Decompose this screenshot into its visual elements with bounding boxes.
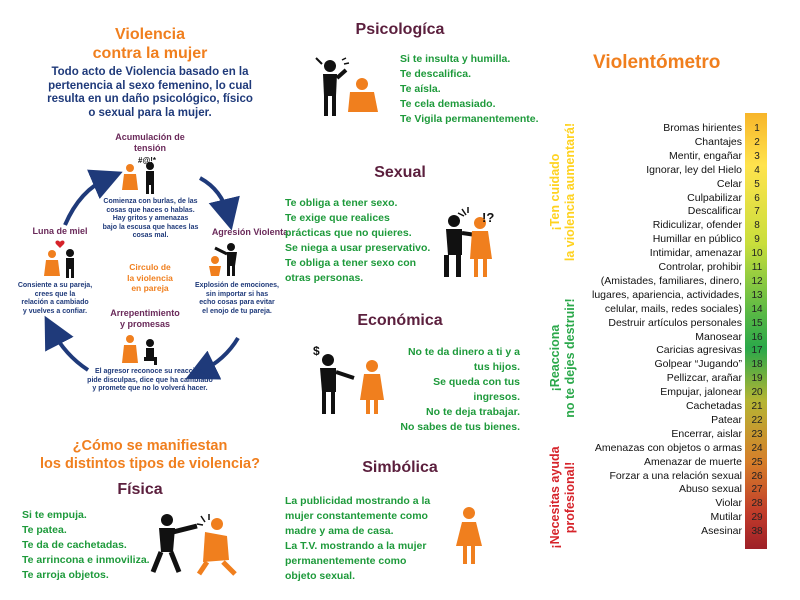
scale-number: 4 [754,164,760,176]
warning-cuidado-line1: ¡Ten cuidado [548,153,562,231]
scale-label: Abuso sexual [678,483,742,496]
scale-number: 24 [751,442,763,454]
psicologica-list [400,52,560,127]
fisica-item: Te arrincona e inmoviliza. [22,554,150,566]
kneeling-apology-icon [122,333,162,365]
sexual-item: Te obliga a tener sexo. [285,197,398,209]
sexual-violence-icon [436,205,511,280]
arrow-bottom-left [52,330,88,370]
acumulacion-label-line: tensión [133,143,166,153]
cycle-arrepentimiento-desc [55,368,245,394]
arrepentimiento-desc-line: El agresor reconoce su reacción, [94,368,206,375]
fisica-item: Te arroja objetos. [22,569,109,581]
acumulacion-desc-line: Hay gritos y amenazas [112,215,189,222]
economica-item: No te deja trabajar. [426,406,520,418]
arrepentimiento-label-line: y promesas [119,319,171,329]
warning-ayuda-line2: profesional! [563,461,577,534]
agresion-desc-line: sin importar si has [205,290,269,298]
scale-label: (Amistades, familiares, dinero, [600,274,742,287]
warning-reacciona-line2: no te dejes destruir! [563,298,577,418]
scale-number: 1 [754,123,760,134]
cycle-acumulacion-label [95,132,205,154]
aggression-icon [205,240,250,278]
simbolica-item: mujer constantemente como [285,510,428,522]
simbolica-item: objeto sexual. [285,570,356,582]
manifiestan-line1: ¿Cómo se manifiestan [72,438,228,454]
cycle-arrepentimiento-label [95,308,195,330]
fisica-title: Física [117,481,163,498]
economica-item: No sabes de tus bienes. [400,421,520,433]
luna-desc-line: y vuelves a confiar. [22,307,88,315]
acumulacion-desc-line: bajo la escusa que haces las [102,223,199,231]
cycle-agresion-label: Agresión Violenta [211,227,289,237]
economica-list [385,345,520,435]
fisica-list [22,508,162,583]
scale-number: 29 [751,512,763,524]
arrepentimiento-desc-line: pide disculpas, dice que ha cambiado [87,376,213,384]
fisica-item: Si te empuja. [22,509,87,521]
scale-number: 10 [751,248,763,260]
scale-number: 21 [751,401,763,412]
scale-label: Golpear “Jugando” [654,358,742,371]
psicologica-item: Te cela demasiado. [400,98,496,110]
definition-line: pertenencia al sexo femenino, lo cual [48,79,252,92]
simbolica-item: madre y ama de casa. [285,525,394,537]
scale-number: 23 [751,428,763,440]
scale-label: Intimidar, amenazar [649,247,742,260]
scale-number: 28 [751,498,763,510]
scale-label: Cachetadas [685,400,742,412]
definition-line: o sexual para la mujer. [88,106,212,119]
economica-item: No te da dinero a ti y a [407,346,520,358]
sexual-title: Sexual [374,164,426,181]
simbolica-item: permanentemente como [285,555,407,567]
fisica-item: Te da de cachetadas. [22,539,127,551]
sexual-item: Te obliga a tener sexo con [285,257,417,269]
psychological-violence-icon [312,56,382,118]
manifiestan-line2: los distintos tipos de violencia? [40,456,260,472]
money-icon: $ [313,344,320,358]
warning-ayuda-line1: ¡Necesitas ayuda [548,446,562,549]
scale-number: 11 [751,262,763,273]
sexual-speech-symbols: !? [482,210,495,225]
scale-label: Ridiculizar, ofender [652,219,742,232]
sexual-item: Se niega a usar preservativo. [285,242,431,254]
woman-icon [454,506,484,566]
scale-number: 20 [751,387,763,399]
warning-cuidado-line2: la violencia aumentará! [563,122,577,262]
scale-label: Celar [716,177,742,190]
definition-line: resulta en un daño psicológico, físico [47,93,253,105]
scale-number: 6 [754,192,760,204]
sexual-item: Te exige que realices [285,212,390,224]
scale-number: 7 [754,206,760,218]
scale-number: 18 [751,359,763,371]
scale-label: Humillar en público [652,233,742,246]
definition-line: Todo acto de Violencia basado en la [51,66,249,78]
scale-number: 16 [751,331,763,343]
arrow-bottom-right [200,338,238,372]
scale-number: 15 [751,317,763,329]
warning-cuidado [548,112,578,272]
agresion-desc-line: Explosión de emociones, [194,282,280,289]
cycle-luna-desc [5,282,105,316]
scale-label: Pellizcar, arañar [666,372,742,385]
fisica-item: Te patea. [22,524,67,536]
scale-label: Amenazar de muerte [643,455,742,468]
warning-reacciona-line1: ¡Reacciona [548,324,562,392]
scale-label: celular, mails, redes sociales) [604,302,742,315]
scale-label: Controlar, prohibir [658,261,742,273]
economica-item: tus hijos. [473,361,520,373]
scale-number: 19 [751,373,763,385]
agresion-desc-line: echo cosas para evitar [199,299,275,306]
scale-number: 26 [751,470,763,482]
honeymoon-couple-icon [42,240,82,280]
scale-label: Empujar, jalonear [660,386,742,399]
simbolica-title: Simbólica [362,459,438,476]
scale-label: Asesinar [701,525,742,538]
scale-label: Descalificar [687,205,742,218]
scale-number: 25 [751,456,763,468]
scale-label: Encerrar, aislar [671,427,742,440]
scale-label: Chantajes [694,135,742,148]
sexual-list [285,196,435,286]
violencia-title-line2: contra la mujer [92,45,208,62]
simbolica-item: La publicidad mostrando a la [285,495,431,507]
sexual-item: prácticas que no quieres. [285,227,412,239]
scale-number: 22 [751,414,763,426]
scale-label: Culpabilizar [687,191,742,204]
cycle-center-line: Circulo de [129,262,171,272]
cycle-agresion-desc [178,282,296,316]
psicologica-item: Te Vigila permanentemente. [400,113,539,125]
cycle-center-line: la violencia [127,272,173,283]
cycle-acumulacion-desc [88,198,213,241]
scale-number: 3 [754,150,760,162]
cycle-center-title [105,262,195,294]
scale-number: 12 [751,275,763,287]
psicologica-item: Te descalifica. [400,68,472,80]
scale-label: lugares, apariencia, actividades, [591,288,742,301]
economic-violence-icon [312,346,392,418]
scale-label: Patear [711,413,742,426]
acumulacion-desc-line: Comienza con burlas, de las [103,198,198,205]
scale-label: Violar [715,497,742,510]
scale-number: 8 [754,220,760,232]
simbolica-list [285,494,445,584]
scale-label: Ignorar, ley del Hielo [646,163,742,176]
simbolica-item: La T.V. mostrando a la mujer [285,540,427,552]
cycle-speech-symbols: #@!* [138,156,157,165]
psicologica-item: Te aísla. [400,83,441,95]
scale-label: Caricias agresivas [656,344,742,357]
scale-number: 17 [751,345,763,357]
arrepentimiento-label-line: Arrepentimiento [110,308,180,318]
scale-label: Manosear [695,330,742,343]
scale-number: 9 [754,234,760,246]
scale-label: Mentir, engañar [669,149,742,162]
scale-label: Forzar a una relación sexual [609,469,742,482]
scale-label: Mutilar [710,511,742,524]
scale-label: Bromas hirientes [663,122,742,134]
sexual-item: otras personas. [285,272,364,284]
physical-violence-icon [145,512,245,577]
scale-number: 27 [751,484,763,496]
warning-reacciona [548,278,578,438]
agresion-desc-line: el enojo de tu pareja. [202,307,272,315]
acumulacion-desc-line: cosas que haces o hablas. [106,206,195,214]
psicologica-item: Si te insulta y humilla. [400,53,511,65]
scale-label: Destruir artículos personales [608,316,742,329]
scale-number: 2 [754,136,760,148]
scale-number: 13 [751,289,763,301]
scale-label: Amenazas con objetos o armas [594,441,742,454]
psicologica-title: Psicologíca [355,21,445,38]
violentometro-title: Violentómetro [593,52,721,73]
economica-item: Se queda con tus ingresos. [433,376,520,403]
luna-desc-line: crees que la [34,290,76,298]
cycle-center-line: en pareja [131,283,169,293]
acumulacion-label-line: Acumulación de [115,132,185,142]
cycle-luna-label: Luna de miel [32,226,88,236]
manifiestan-title [15,437,285,473]
acumulacion-desc-line: cosas mal. [132,232,169,239]
warning-ayuda [548,435,578,560]
arrepentimiento-desc-line: y promete que no lo volverá hacer. [92,385,208,392]
scale-number: 5 [754,178,760,190]
economica-title: Económica [357,312,443,329]
scale-number: 14 [751,303,763,315]
luna-desc-line: Consiente a su pareja, [17,282,93,289]
luna-desc-line: relación a cambiado [21,299,89,306]
scale-number: 38 [751,526,763,538]
violencia-title-line1: Violencia [115,26,185,43]
